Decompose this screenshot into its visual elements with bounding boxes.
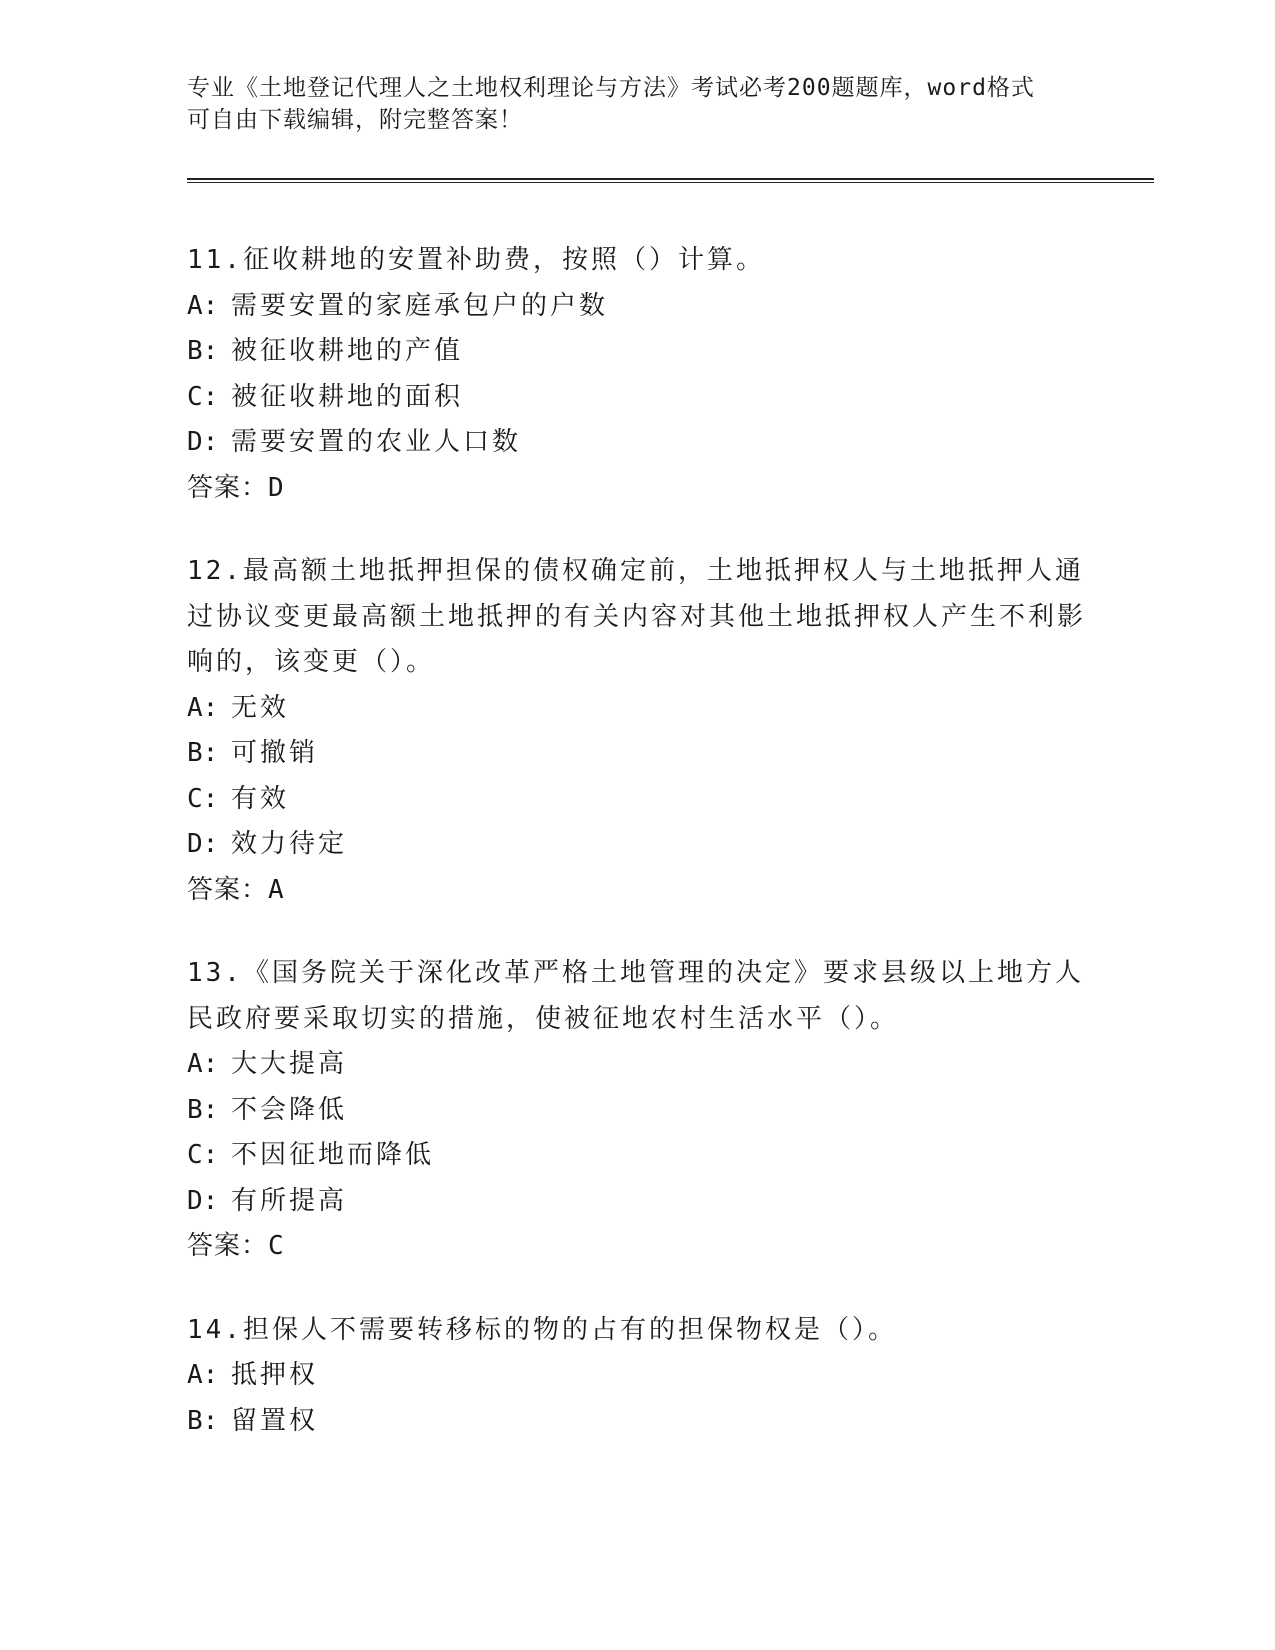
- option-d: [187, 1179, 1087, 1225]
- option-text: 需要安置的农业人口数: [231, 427, 522, 457]
- question-13: [187, 951, 1087, 1270]
- option-letter: D:: [187, 829, 219, 859]
- option-text: 有效: [231, 783, 290, 814]
- question-14: [187, 1308, 1087, 1445]
- option-text: 需要安置的家庭承包户的户数: [231, 290, 609, 321]
- option-letter: D:: [187, 427, 219, 457]
- answer-value: A: [268, 874, 285, 905]
- option-letter: A:: [187, 692, 219, 723]
- question-stem: 13.《国务院关于深化改革严格土地管理的决定》要求县级以上地方人民政府要采取切实的措施，使被征地农村生活水平（）。: [187, 958, 1084, 1034]
- option-letter: C:: [187, 381, 219, 412]
- option-a: [187, 686, 1087, 732]
- option-a: [187, 1353, 1087, 1399]
- option-text: 不会降低: [231, 1094, 348, 1125]
- option-a: [187, 284, 1087, 330]
- option-a: [187, 1042, 1087, 1088]
- option-letter: B:: [187, 1405, 219, 1436]
- question-stem: 14.担保人不需要转移标的物的占有的担保物权是（）。: [187, 1314, 897, 1345]
- question-stem: 11.征收耕地的安置补助费，按照（）计算。: [187, 245, 765, 275]
- option-text: 无效: [231, 692, 290, 723]
- answer-label: 答案：: [187, 874, 269, 905]
- option-letter: C:: [187, 783, 219, 814]
- option-text: 有所提高: [231, 1185, 348, 1216]
- option-letter: A:: [187, 290, 219, 321]
- option-letter: B:: [187, 738, 219, 768]
- option-letter: B:: [187, 1094, 219, 1125]
- option-c: [187, 375, 1087, 421]
- option-b: [187, 1088, 1087, 1134]
- option-letter: A:: [187, 1360, 219, 1390]
- document-header: [187, 72, 1077, 136]
- option-b: [187, 731, 1087, 777]
- option-text: 抵押权: [231, 1360, 319, 1390]
- answer-value: D: [268, 472, 285, 503]
- option-letter: D:: [187, 1185, 219, 1216]
- option-b: [187, 1399, 1087, 1445]
- answer-value: C: [268, 1231, 285, 1261]
- question-list: [187, 238, 1087, 1482]
- option-text: 不因征地而降低: [231, 1140, 435, 1170]
- option-text: 大大提高: [231, 1049, 348, 1079]
- answer-label: 答案：: [187, 472, 269, 503]
- option-letter: A:: [187, 1049, 219, 1079]
- option-letter: B:: [187, 336, 219, 366]
- option-d: [187, 420, 1087, 466]
- option-text: 效力待定: [231, 829, 348, 859]
- option-c: [187, 777, 1087, 823]
- option-text: 被征收耕地的产值: [231, 336, 464, 366]
- header-divider: [187, 178, 1154, 183]
- option-text: 留置权: [231, 1405, 319, 1436]
- option-b: [187, 329, 1087, 375]
- header-title-line-1: 专业《土地登记代理人之土地权利理论与方法》考试必考200题题库，word格式: [187, 75, 1035, 101]
- option-text: 被征收耕地的面积: [231, 381, 464, 412]
- option-letter: C:: [187, 1140, 219, 1170]
- option-c: [187, 1133, 1087, 1179]
- answer-line: [187, 466, 1087, 512]
- header-title-line-2: 可自由下载编辑，附完整答案！: [187, 107, 523, 133]
- answer-label: 答案：: [187, 1231, 269, 1261]
- question-12: [187, 549, 1087, 913]
- question-stem: 12.最高额土地抵押担保的债权确定前，土地抵押权人与土地抵押人通过协议变更最高额土地抵押的有关内容对其他土地抵押权人产生不利影响的，该变更（）。: [187, 556, 1087, 677]
- option-d: [187, 822, 1087, 868]
- answer-line: [187, 1224, 1087, 1270]
- question-11: [187, 238, 1087, 511]
- option-text: 可撤销: [231, 738, 319, 768]
- answer-line: [187, 868, 1087, 914]
